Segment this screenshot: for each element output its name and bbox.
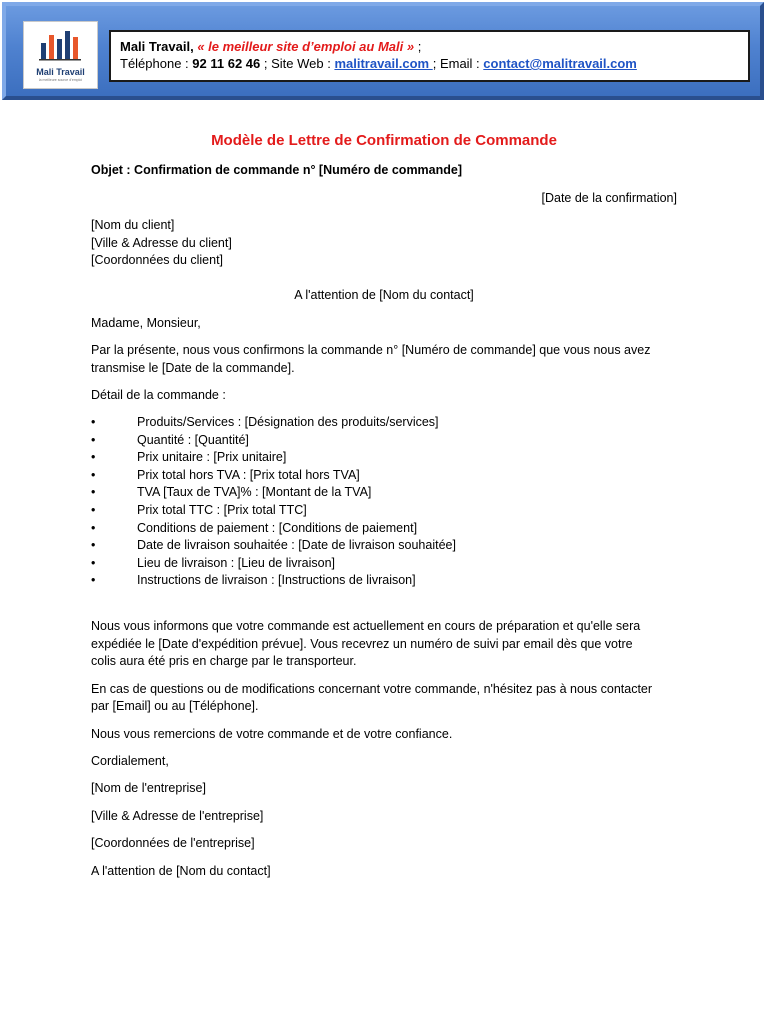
- list-item: [91, 520, 677, 538]
- thanks-line: Nous vous remercions de votre commande et de votre confiance.: [91, 727, 453, 741]
- contact-info-box: [109, 30, 750, 82]
- company-address-placeholder: [Ville & Adresse de l'entreprise]: [91, 809, 264, 823]
- letter-date: [Date de la confirmation]: [541, 191, 677, 205]
- company-name-placeholder: [Nom de l'entreprise]: [91, 781, 206, 795]
- intro-line-2: transmise le [Date de la commande].: [91, 361, 295, 375]
- list-item-text: Prix total TTC : [Prix total TTC]: [137, 502, 307, 517]
- list-item: [91, 484, 677, 502]
- list-item: [91, 572, 677, 590]
- list-item: [91, 537, 677, 555]
- info-line-1: Nous vous informons que votre commande est actuellement en cours de préparation et qu'elle sera: [91, 619, 641, 633]
- phone-label: Téléphone :: [120, 56, 193, 71]
- mali-travail-logo: [23, 21, 98, 89]
- bullet-icon: •: [91, 450, 96, 465]
- list-item-text: Prix total hors TVA : [Prix total hors TVA]: [137, 467, 360, 482]
- list-item-text: Instructions de livraison : [Instructions de livraison]: [137, 573, 416, 588]
- letter-subject: Objet : Confirmation de commande n° [Numéro de commande]: [91, 163, 463, 177]
- list-item: [91, 449, 677, 467]
- bullet-icon: •: [91, 520, 96, 535]
- bullet-icon: •: [91, 485, 96, 500]
- questions-line-1: En cas de questions ou de modifications concernant votre commande, n'hésitez pas à nous contacter: [91, 682, 653, 696]
- company-line-end: ;: [414, 39, 422, 54]
- intro-line-1: Par la présente, nous vous confirmons la commande n° [Numéro de commande] que vous nous avez: [91, 343, 651, 357]
- salutation: Madame, Monsieur,: [91, 316, 201, 330]
- list-item: [91, 555, 677, 573]
- bullet-icon: •: [91, 467, 96, 482]
- bullet-icon: •: [91, 502, 96, 517]
- header-banner: [2, 2, 764, 100]
- final-attention-line: A l'attention de [Nom du contact]: [91, 864, 271, 878]
- bullet-icon: •: [91, 538, 96, 553]
- list-item-text: Conditions de paiement : [Conditions de paiement]: [137, 520, 418, 535]
- list-item: [91, 502, 677, 520]
- list-item: [91, 467, 677, 485]
- company-contact-placeholder: [Coordonnées de l'entreprise]: [91, 836, 255, 850]
- letter-title: Modèle de Lettre de Confirmation de Commande: [211, 132, 557, 149]
- logo-tagline: la meilleure source d'emploi: [38, 78, 83, 82]
- client-name: [Nom du client]: [91, 218, 175, 232]
- website-label: ; Site Web :: [260, 56, 335, 71]
- bullet-icon: •: [91, 432, 96, 447]
- company-name: Mali Travail,: [120, 39, 194, 54]
- list-item: [91, 432, 677, 450]
- info-line-2: expédiée le [Date d'expédition prévue]. Vous recevrez un numéro de suivi par email dès que votre: [91, 637, 633, 651]
- list-item-text: Date de livraison souhaitée : [Date de livraison souhaitée]: [137, 538, 456, 553]
- client-address: [Ville & Adresse du client]: [91, 236, 232, 250]
- website-link[interactable]: malitravail.com: [334, 56, 433, 71]
- list-item: [91, 414, 677, 432]
- phone-number: 92 11 62 46: [192, 56, 261, 71]
- list-item-text: Quantité : [Quantité]: [137, 432, 249, 447]
- bar-chart-logo-icon: [38, 29, 82, 61]
- info-line-3: colis aura été pris en charge par le transporteur.: [91, 654, 357, 668]
- contact-line: [120, 55, 748, 72]
- detail-heading: Détail de la commande :: [91, 388, 226, 402]
- order-detail-list: [91, 414, 677, 590]
- list-item-text: Produits/Services : [Désignation des produits/services]: [137, 415, 439, 429]
- client-contact: [Coordonnées du client]: [91, 253, 224, 267]
- logo-brand-text: Mali Travail: [36, 67, 85, 77]
- email-label: ; Email :: [432, 56, 484, 71]
- email-link[interactable]: contact@malitravail.com: [483, 56, 637, 71]
- list-item-text: TVA [Taux de TVA]% : [Montant de la TVA]: [137, 485, 372, 500]
- questions-line-2: par [Email] ou au [Téléphone].: [91, 699, 259, 713]
- bullet-icon: •: [91, 415, 96, 429]
- list-item-text: Prix unitaire : [Prix unitaire]: [137, 450, 287, 465]
- bullet-icon: •: [91, 555, 96, 570]
- company-slogan: « le meilleur site d’emploi au Mali »: [197, 39, 415, 54]
- attention-line: A l'attention de [Nom du contact]: [294, 288, 474, 302]
- closing-line: Cordialement,: [91, 754, 169, 768]
- bullet-icon: •: [91, 573, 96, 588]
- company-line: [120, 38, 748, 55]
- list-item-text: Lieu de livraison : [Lieu de livraison]: [137, 555, 336, 570]
